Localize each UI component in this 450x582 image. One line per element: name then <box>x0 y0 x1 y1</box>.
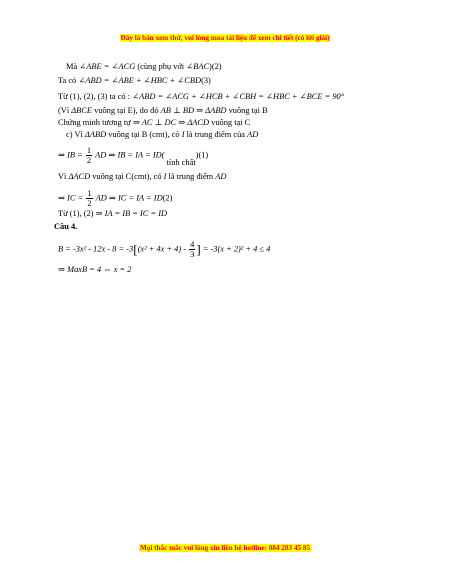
text: Vì <box>58 172 67 181</box>
text: Chứng minh tương tự <box>58 118 131 127</box>
right-bracket: ] <box>196 241 201 257</box>
left-bracket: [ <box>133 241 138 257</box>
math: I <box>181 130 185 139</box>
numerator: 1 <box>87 189 92 198</box>
line-10 <box>58 209 167 219</box>
math: ΔBCE <box>71 106 92 115</box>
line-5 <box>58 118 250 128</box>
math: ∠ABD = ∠ACG + ∠HCB + ∠CBH = ∠HBC + ∠BCE = 90° <box>132 92 345 101</box>
line-7 <box>58 146 209 168</box>
line-2 <box>58 76 211 86</box>
math: AD <box>215 172 227 181</box>
math: ⇒ IB = <box>58 150 83 160</box>
math: ΔABD <box>84 130 107 139</box>
math: ⇒ AC ⊥ DC ⇒ ΔACD <box>132 118 210 127</box>
text: (cùng phụ với <box>137 62 185 71</box>
denominator: 3 <box>190 250 195 259</box>
numerator: 1 <box>86 146 92 155</box>
text: Ta có <box>58 76 77 85</box>
text: (2) <box>162 193 173 203</box>
header-banner-text: Đây là bản xem thử, vui lòng mua tài liệu để xem chi tiết (có lời giải) <box>120 34 330 42</box>
header-banner <box>0 27 450 45</box>
footer-banner-text: Mọi thắc mắc vui lòng xin liên hệ hotline: 084 283 45 85 <box>139 544 311 552</box>
text: vuông tại E), do đó <box>94 106 159 115</box>
math: B = -3x² - 12x - 8 = -3 <box>58 244 134 254</box>
line-4 <box>58 106 268 116</box>
text: vuông tại C <box>211 118 251 127</box>
text: Từ (1), (2), (3) ta có : <box>58 92 130 101</box>
line-12 <box>58 240 270 259</box>
math: ΔACD <box>68 172 91 181</box>
line-9 <box>58 189 172 208</box>
question-4-heading: Câu 4. <box>54 222 78 231</box>
math: AB ⊥ BD ⇒ ΔABD <box>160 106 227 115</box>
math: (x² + 4x + 4) - <box>137 244 187 254</box>
line-3 <box>58 92 344 102</box>
text: là trung điểm <box>168 172 214 181</box>
math: ∠BAC <box>186 62 210 71</box>
text: )(2) <box>209 62 222 71</box>
text: vuông tại C(cmt), có <box>92 172 162 181</box>
denominator: 2 <box>87 199 92 208</box>
numerator: 4 <box>190 240 195 249</box>
line-1 <box>66 62 222 72</box>
math: AD ⇒ IC = IA = ID <box>95 193 163 203</box>
text: Mà <box>66 62 78 71</box>
text: (3) <box>201 76 211 85</box>
line-6 <box>66 130 258 140</box>
fraction <box>86 189 92 208</box>
text: vuông tại B (cmt), có <box>108 130 180 139</box>
math: AD <box>247 130 259 139</box>
text: c) Vì <box>66 130 83 139</box>
denominator: 2 <box>86 156 92 165</box>
math: I <box>163 172 167 181</box>
text: (Vì <box>58 106 70 115</box>
math: ⇒ IC = <box>58 193 84 203</box>
fraction <box>189 240 195 259</box>
text: tính chất <box>166 158 196 168</box>
text: )(1) <box>195 150 209 160</box>
footer-banner <box>0 537 450 555</box>
math: ∠ABE = ∠ACG <box>79 62 136 71</box>
math: = -3(x + 2)² + 4 ≤ 4 <box>202 244 271 254</box>
line-13: ⇒ MaxB = 4 ⇔ x = 2 <box>58 265 132 274</box>
math: ⇒ IA = IB = IC = ID <box>95 209 168 218</box>
text: là trung điểm của <box>186 130 245 139</box>
fraction <box>86 146 92 165</box>
math: AD ⇒ IB = IA = ID( <box>95 150 165 160</box>
math: ∠ABD = ∠ABE + ∠HBC + ∠CBD <box>78 76 202 85</box>
text: Từ (1), (2) <box>58 209 94 218</box>
line-8 <box>58 172 226 182</box>
text: vuông tại B <box>228 106 268 115</box>
